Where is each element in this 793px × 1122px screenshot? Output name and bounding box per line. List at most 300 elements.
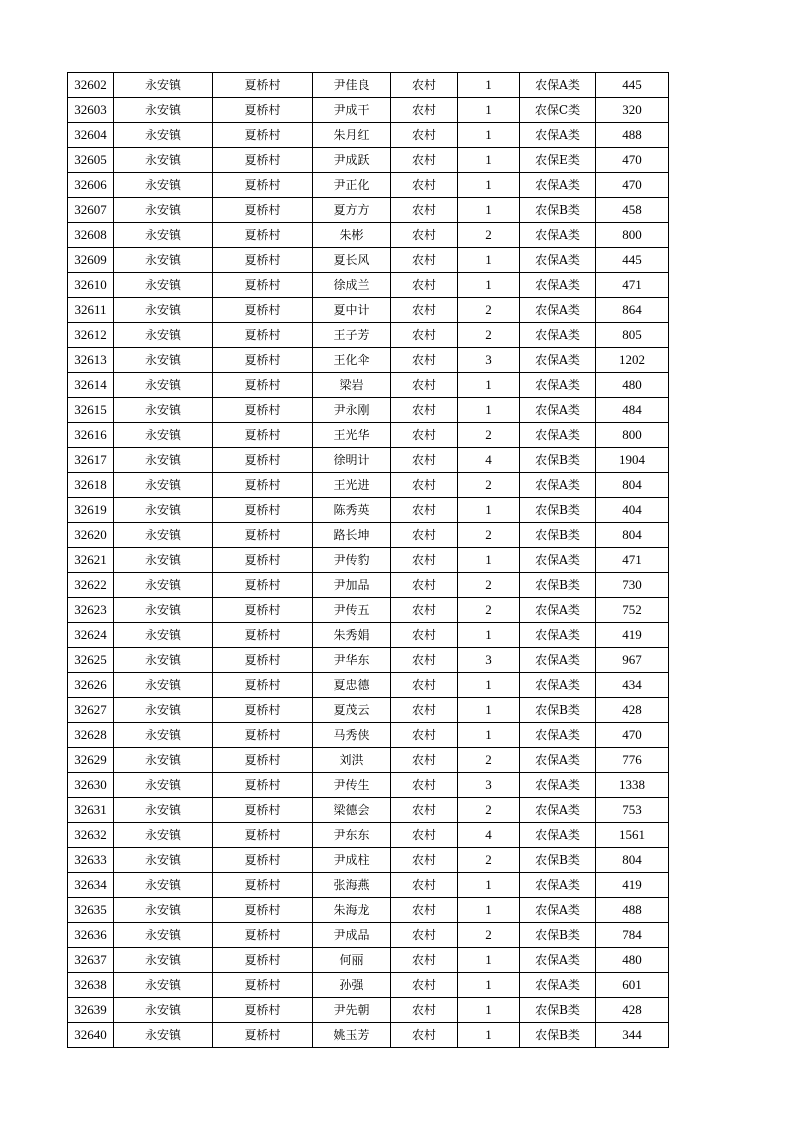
household-count-cell: 1 bbox=[458, 948, 520, 973]
record-id-cell: 32610 bbox=[68, 273, 114, 298]
household-count-cell: 1 bbox=[458, 73, 520, 98]
area-type-cell: 农村 bbox=[391, 223, 458, 248]
town-cell: 永安镇 bbox=[114, 898, 213, 923]
amount-cell: 419 bbox=[596, 873, 669, 898]
household-count-cell: 1 bbox=[458, 498, 520, 523]
area-type-cell: 农村 bbox=[391, 198, 458, 223]
area-type-cell: 农村 bbox=[391, 698, 458, 723]
village-cell: 夏桥村 bbox=[213, 623, 313, 648]
amount-cell: 480 bbox=[596, 373, 669, 398]
name-cell: 尹传生 bbox=[313, 773, 391, 798]
insurance-class-cell: 农保A类 bbox=[520, 223, 596, 248]
record-id-cell: 32615 bbox=[68, 398, 114, 423]
table-row bbox=[68, 398, 669, 423]
village-cell: 夏桥村 bbox=[213, 448, 313, 473]
area-type-cell: 农村 bbox=[391, 1023, 458, 1048]
amount-cell: 428 bbox=[596, 998, 669, 1023]
town-cell: 永安镇 bbox=[114, 1023, 213, 1048]
name-cell: 徐明计 bbox=[313, 448, 391, 473]
insurance-class-cell: 农保E类 bbox=[520, 148, 596, 173]
amount-cell: 445 bbox=[596, 73, 669, 98]
name-cell: 尹加品 bbox=[313, 573, 391, 598]
town-cell: 永安镇 bbox=[114, 723, 213, 748]
record-id-cell: 32630 bbox=[68, 773, 114, 798]
village-cell: 夏桥村 bbox=[213, 823, 313, 848]
town-cell: 永安镇 bbox=[114, 648, 213, 673]
insurance-class-cell: 农保A类 bbox=[520, 273, 596, 298]
town-cell: 永安镇 bbox=[114, 273, 213, 298]
town-cell: 永安镇 bbox=[114, 473, 213, 498]
amount-cell: 320 bbox=[596, 98, 669, 123]
name-cell: 刘洪 bbox=[313, 748, 391, 773]
village-cell: 夏桥村 bbox=[213, 123, 313, 148]
amount-cell: 805 bbox=[596, 323, 669, 348]
table-row bbox=[68, 548, 669, 573]
amount-cell: 752 bbox=[596, 598, 669, 623]
village-cell: 夏桥村 bbox=[213, 223, 313, 248]
record-id-cell: 32618 bbox=[68, 473, 114, 498]
amount-cell: 458 bbox=[596, 198, 669, 223]
town-cell: 永安镇 bbox=[114, 198, 213, 223]
village-cell: 夏桥村 bbox=[213, 523, 313, 548]
town-cell: 永安镇 bbox=[114, 123, 213, 148]
household-count-cell: 2 bbox=[458, 598, 520, 623]
record-id-cell: 32622 bbox=[68, 573, 114, 598]
name-cell: 梁德会 bbox=[313, 798, 391, 823]
table-row bbox=[68, 248, 669, 273]
name-cell: 夏长风 bbox=[313, 248, 391, 273]
village-cell: 夏桥村 bbox=[213, 998, 313, 1023]
amount-cell: 784 bbox=[596, 923, 669, 948]
village-cell: 夏桥村 bbox=[213, 773, 313, 798]
table-row bbox=[68, 673, 669, 698]
amount-cell: 864 bbox=[596, 298, 669, 323]
amount-cell: 804 bbox=[596, 848, 669, 873]
table-row bbox=[68, 323, 669, 348]
insurance-class-cell: 农保A类 bbox=[520, 298, 596, 323]
insurance-class-cell: 农保A类 bbox=[520, 548, 596, 573]
insurance-class-cell: 农保B类 bbox=[520, 998, 596, 1023]
area-type-cell: 农村 bbox=[391, 98, 458, 123]
amount-cell: 753 bbox=[596, 798, 669, 823]
name-cell: 朱彬 bbox=[313, 223, 391, 248]
household-count-cell: 3 bbox=[458, 648, 520, 673]
area-type-cell: 农村 bbox=[391, 573, 458, 598]
name-cell: 尹东东 bbox=[313, 823, 391, 848]
town-cell: 永安镇 bbox=[114, 973, 213, 998]
village-cell: 夏桥村 bbox=[213, 348, 313, 373]
insurance-class-cell: 农保A类 bbox=[520, 773, 596, 798]
household-count-cell: 1 bbox=[458, 898, 520, 923]
village-cell: 夏桥村 bbox=[213, 148, 313, 173]
record-id-cell: 32624 bbox=[68, 623, 114, 648]
amount-cell: 730 bbox=[596, 573, 669, 598]
name-cell: 尹成干 bbox=[313, 98, 391, 123]
household-count-cell: 2 bbox=[458, 523, 520, 548]
household-count-cell: 4 bbox=[458, 448, 520, 473]
village-cell: 夏桥村 bbox=[213, 573, 313, 598]
household-count-cell: 1 bbox=[458, 548, 520, 573]
record-id-cell: 32612 bbox=[68, 323, 114, 348]
record-id-cell: 32636 bbox=[68, 923, 114, 948]
amount-cell: 967 bbox=[596, 648, 669, 673]
table-row bbox=[68, 798, 669, 823]
record-id-cell: 32621 bbox=[68, 548, 114, 573]
table-row bbox=[68, 523, 669, 548]
table-row bbox=[68, 223, 669, 248]
table-row bbox=[68, 498, 669, 523]
household-count-cell: 4 bbox=[458, 823, 520, 848]
area-type-cell: 农村 bbox=[391, 973, 458, 998]
record-id-cell: 32620 bbox=[68, 523, 114, 548]
record-id-cell: 32639 bbox=[68, 998, 114, 1023]
name-cell: 马秀侠 bbox=[313, 723, 391, 748]
table-row bbox=[68, 123, 669, 148]
insurance-class-cell: 农保B类 bbox=[520, 573, 596, 598]
record-id-cell: 32633 bbox=[68, 848, 114, 873]
area-type-cell: 农村 bbox=[391, 523, 458, 548]
table-row bbox=[68, 848, 669, 873]
household-count-cell: 1 bbox=[458, 198, 520, 223]
table-row bbox=[68, 723, 669, 748]
table-row bbox=[68, 198, 669, 223]
household-count-cell: 2 bbox=[458, 923, 520, 948]
record-id-cell: 32628 bbox=[68, 723, 114, 748]
village-cell: 夏桥村 bbox=[213, 723, 313, 748]
record-id-cell: 32611 bbox=[68, 298, 114, 323]
name-cell: 夏茂云 bbox=[313, 698, 391, 723]
amount-cell: 344 bbox=[596, 1023, 669, 1048]
area-type-cell: 农村 bbox=[391, 798, 458, 823]
area-type-cell: 农村 bbox=[391, 248, 458, 273]
table-row bbox=[68, 598, 669, 623]
data-table bbox=[67, 72, 669, 1048]
insurance-class-cell: 农保A类 bbox=[520, 423, 596, 448]
name-cell: 尹先朝 bbox=[313, 998, 391, 1023]
record-id-cell: 32627 bbox=[68, 698, 114, 723]
record-id-cell: 32617 bbox=[68, 448, 114, 473]
name-cell: 尹永刚 bbox=[313, 398, 391, 423]
household-count-cell: 1 bbox=[458, 723, 520, 748]
town-cell: 永安镇 bbox=[114, 948, 213, 973]
table-row bbox=[68, 973, 669, 998]
household-count-cell: 2 bbox=[458, 323, 520, 348]
town-cell: 永安镇 bbox=[114, 298, 213, 323]
insurance-class-cell: 农保A类 bbox=[520, 823, 596, 848]
town-cell: 永安镇 bbox=[114, 248, 213, 273]
area-type-cell: 农村 bbox=[391, 298, 458, 323]
town-cell: 永安镇 bbox=[114, 748, 213, 773]
village-cell: 夏桥村 bbox=[213, 423, 313, 448]
village-cell: 夏桥村 bbox=[213, 923, 313, 948]
village-cell: 夏桥村 bbox=[213, 398, 313, 423]
town-cell: 永安镇 bbox=[114, 98, 213, 123]
table-row bbox=[68, 273, 669, 298]
table-row bbox=[68, 448, 669, 473]
household-count-cell: 1 bbox=[458, 123, 520, 148]
amount-cell: 1561 bbox=[596, 823, 669, 848]
town-cell: 永安镇 bbox=[114, 398, 213, 423]
area-type-cell: 农村 bbox=[391, 398, 458, 423]
insurance-class-cell: 农保B类 bbox=[520, 923, 596, 948]
insurance-class-cell: 农保A类 bbox=[520, 973, 596, 998]
record-id-cell: 32638 bbox=[68, 973, 114, 998]
insurance-class-cell: 农保A类 bbox=[520, 948, 596, 973]
town-cell: 永安镇 bbox=[114, 423, 213, 448]
household-count-cell: 1 bbox=[458, 398, 520, 423]
amount-cell: 800 bbox=[596, 223, 669, 248]
household-count-cell: 1 bbox=[458, 673, 520, 698]
amount-cell: 445 bbox=[596, 248, 669, 273]
area-type-cell: 农村 bbox=[391, 473, 458, 498]
name-cell: 王子芳 bbox=[313, 323, 391, 348]
record-id-cell: 32640 bbox=[68, 1023, 114, 1048]
amount-cell: 1338 bbox=[596, 773, 669, 798]
amount-cell: 434 bbox=[596, 673, 669, 698]
record-id-cell: 32631 bbox=[68, 798, 114, 823]
name-cell: 夏中计 bbox=[313, 298, 391, 323]
household-count-cell: 1 bbox=[458, 623, 520, 648]
village-cell: 夏桥村 bbox=[213, 73, 313, 98]
town-cell: 永安镇 bbox=[114, 498, 213, 523]
household-count-cell: 3 bbox=[458, 348, 520, 373]
village-cell: 夏桥村 bbox=[213, 898, 313, 923]
table-row bbox=[68, 623, 669, 648]
town-cell: 永安镇 bbox=[114, 223, 213, 248]
name-cell: 尹传豹 bbox=[313, 548, 391, 573]
town-cell: 永安镇 bbox=[114, 673, 213, 698]
town-cell: 永安镇 bbox=[114, 798, 213, 823]
household-count-cell: 1 bbox=[458, 873, 520, 898]
insurance-class-cell: 农保A类 bbox=[520, 673, 596, 698]
table-row bbox=[68, 473, 669, 498]
record-id-cell: 32605 bbox=[68, 148, 114, 173]
village-cell: 夏桥村 bbox=[213, 798, 313, 823]
record-id-cell: 32602 bbox=[68, 73, 114, 98]
household-count-cell: 2 bbox=[458, 848, 520, 873]
record-id-cell: 32609 bbox=[68, 248, 114, 273]
insurance-class-cell: 农保A类 bbox=[520, 723, 596, 748]
area-type-cell: 农村 bbox=[391, 423, 458, 448]
area-type-cell: 农村 bbox=[391, 648, 458, 673]
insurance-class-cell: 农保A类 bbox=[520, 123, 596, 148]
town-cell: 永安镇 bbox=[114, 873, 213, 898]
name-cell: 陈秀英 bbox=[313, 498, 391, 523]
household-count-cell: 1 bbox=[458, 148, 520, 173]
village-cell: 夏桥村 bbox=[213, 948, 313, 973]
town-cell: 永安镇 bbox=[114, 348, 213, 373]
record-id-cell: 32637 bbox=[68, 948, 114, 973]
town-cell: 永安镇 bbox=[114, 923, 213, 948]
area-type-cell: 农村 bbox=[391, 173, 458, 198]
record-id-cell: 32606 bbox=[68, 173, 114, 198]
area-type-cell: 农村 bbox=[391, 623, 458, 648]
insurance-class-cell: 农保A类 bbox=[520, 598, 596, 623]
name-cell: 尹传五 bbox=[313, 598, 391, 623]
area-type-cell: 农村 bbox=[391, 348, 458, 373]
name-cell: 梁岩 bbox=[313, 373, 391, 398]
household-count-cell: 3 bbox=[458, 773, 520, 798]
town-cell: 永安镇 bbox=[114, 448, 213, 473]
table-row bbox=[68, 1023, 669, 1048]
household-count-cell: 2 bbox=[458, 223, 520, 248]
table-body bbox=[68, 73, 669, 1048]
area-type-cell: 农村 bbox=[391, 948, 458, 973]
amount-cell: 776 bbox=[596, 748, 669, 773]
amount-cell: 404 bbox=[596, 498, 669, 523]
insurance-class-cell: 农保A类 bbox=[520, 373, 596, 398]
insurance-class-cell: 农保C类 bbox=[520, 98, 596, 123]
record-id-cell: 32634 bbox=[68, 873, 114, 898]
village-cell: 夏桥村 bbox=[213, 1023, 313, 1048]
village-cell: 夏桥村 bbox=[213, 698, 313, 723]
village-cell: 夏桥村 bbox=[213, 98, 313, 123]
record-id-cell: 32629 bbox=[68, 748, 114, 773]
insurance-class-cell: 农保B类 bbox=[520, 498, 596, 523]
name-cell: 王光进 bbox=[313, 473, 391, 498]
village-cell: 夏桥村 bbox=[213, 498, 313, 523]
table-row bbox=[68, 648, 669, 673]
amount-cell: 1904 bbox=[596, 448, 669, 473]
name-cell: 张海燕 bbox=[313, 873, 391, 898]
area-type-cell: 农村 bbox=[391, 273, 458, 298]
table-row bbox=[68, 348, 669, 373]
table-row bbox=[68, 173, 669, 198]
amount-cell: 428 bbox=[596, 698, 669, 723]
insurance-class-cell: 农保A类 bbox=[520, 248, 596, 273]
insurance-class-cell: 农保A类 bbox=[520, 323, 596, 348]
town-cell: 永安镇 bbox=[114, 148, 213, 173]
area-type-cell: 农村 bbox=[391, 723, 458, 748]
insurance-class-cell: 农保A类 bbox=[520, 348, 596, 373]
name-cell: 朱秀娟 bbox=[313, 623, 391, 648]
village-cell: 夏桥村 bbox=[213, 173, 313, 198]
name-cell: 路长坤 bbox=[313, 523, 391, 548]
insurance-class-cell: 农保A类 bbox=[520, 798, 596, 823]
amount-cell: 471 bbox=[596, 273, 669, 298]
insurance-class-cell: 农保A类 bbox=[520, 173, 596, 198]
name-cell: 王化伞 bbox=[313, 348, 391, 373]
table-row bbox=[68, 823, 669, 848]
insurance-class-cell: 农保A类 bbox=[520, 748, 596, 773]
town-cell: 永安镇 bbox=[114, 848, 213, 873]
household-count-cell: 2 bbox=[458, 423, 520, 448]
town-cell: 永安镇 bbox=[114, 573, 213, 598]
record-id-cell: 32614 bbox=[68, 373, 114, 398]
village-cell: 夏桥村 bbox=[213, 598, 313, 623]
table-row bbox=[68, 423, 669, 448]
village-cell: 夏桥村 bbox=[213, 273, 313, 298]
area-type-cell: 农村 bbox=[391, 923, 458, 948]
amount-cell: 484 bbox=[596, 398, 669, 423]
table-row bbox=[68, 98, 669, 123]
table-row bbox=[68, 298, 669, 323]
insurance-class-cell: 农保A类 bbox=[520, 398, 596, 423]
household-count-cell: 2 bbox=[458, 298, 520, 323]
household-count-cell: 1 bbox=[458, 698, 520, 723]
village-cell: 夏桥村 bbox=[213, 323, 313, 348]
record-id-cell: 32603 bbox=[68, 98, 114, 123]
insurance-class-cell: 农保A类 bbox=[520, 623, 596, 648]
household-count-cell: 1 bbox=[458, 1023, 520, 1048]
amount-cell: 470 bbox=[596, 723, 669, 748]
village-cell: 夏桥村 bbox=[213, 248, 313, 273]
village-cell: 夏桥村 bbox=[213, 873, 313, 898]
name-cell: 姚玉芳 bbox=[313, 1023, 391, 1048]
household-count-cell: 1 bbox=[458, 273, 520, 298]
amount-cell: 471 bbox=[596, 548, 669, 573]
town-cell: 永安镇 bbox=[114, 73, 213, 98]
record-id-cell: 32607 bbox=[68, 198, 114, 223]
area-type-cell: 农村 bbox=[391, 873, 458, 898]
village-cell: 夏桥村 bbox=[213, 848, 313, 873]
area-type-cell: 农村 bbox=[391, 773, 458, 798]
area-type-cell: 农村 bbox=[391, 148, 458, 173]
name-cell: 王光华 bbox=[313, 423, 391, 448]
table-row bbox=[68, 148, 669, 173]
area-type-cell: 农村 bbox=[391, 73, 458, 98]
insurance-class-cell: 农保B类 bbox=[520, 698, 596, 723]
area-type-cell: 农村 bbox=[391, 673, 458, 698]
record-id-cell: 32632 bbox=[68, 823, 114, 848]
name-cell: 夏方方 bbox=[313, 198, 391, 223]
table-row bbox=[68, 898, 669, 923]
table-row bbox=[68, 73, 669, 98]
name-cell: 尹成柱 bbox=[313, 848, 391, 873]
household-count-cell: 1 bbox=[458, 373, 520, 398]
area-type-cell: 农村 bbox=[391, 998, 458, 1023]
record-id-cell: 32608 bbox=[68, 223, 114, 248]
record-id-cell: 32635 bbox=[68, 898, 114, 923]
area-type-cell: 农村 bbox=[391, 548, 458, 573]
village-cell: 夏桥村 bbox=[213, 973, 313, 998]
name-cell: 尹正化 bbox=[313, 173, 391, 198]
village-cell: 夏桥村 bbox=[213, 748, 313, 773]
name-cell: 尹华东 bbox=[313, 648, 391, 673]
village-cell: 夏桥村 bbox=[213, 373, 313, 398]
table-row bbox=[68, 773, 669, 798]
village-cell: 夏桥村 bbox=[213, 648, 313, 673]
town-cell: 永安镇 bbox=[114, 373, 213, 398]
town-cell: 永安镇 bbox=[114, 998, 213, 1023]
insurance-class-cell: 农保B类 bbox=[520, 523, 596, 548]
table-row bbox=[68, 948, 669, 973]
insurance-class-cell: 农保B类 bbox=[520, 198, 596, 223]
record-id-cell: 32623 bbox=[68, 598, 114, 623]
amount-cell: 601 bbox=[596, 973, 669, 998]
name-cell: 朱海龙 bbox=[313, 898, 391, 923]
amount-cell: 470 bbox=[596, 173, 669, 198]
name-cell: 孙强 bbox=[313, 973, 391, 998]
insurance-class-cell: 农保A类 bbox=[520, 873, 596, 898]
household-count-cell: 2 bbox=[458, 748, 520, 773]
record-id-cell: 32619 bbox=[68, 498, 114, 523]
table-row bbox=[68, 373, 669, 398]
table-row bbox=[68, 748, 669, 773]
table-row bbox=[68, 998, 669, 1023]
area-type-cell: 农村 bbox=[391, 823, 458, 848]
household-count-cell: 1 bbox=[458, 98, 520, 123]
household-count-cell: 1 bbox=[458, 973, 520, 998]
town-cell: 永安镇 bbox=[114, 823, 213, 848]
area-type-cell: 农村 bbox=[391, 598, 458, 623]
town-cell: 永安镇 bbox=[114, 698, 213, 723]
town-cell: 永安镇 bbox=[114, 773, 213, 798]
area-type-cell: 农村 bbox=[391, 848, 458, 873]
amount-cell: 488 bbox=[596, 898, 669, 923]
name-cell: 尹成跃 bbox=[313, 148, 391, 173]
insurance-class-cell: 农保B类 bbox=[520, 1023, 596, 1048]
